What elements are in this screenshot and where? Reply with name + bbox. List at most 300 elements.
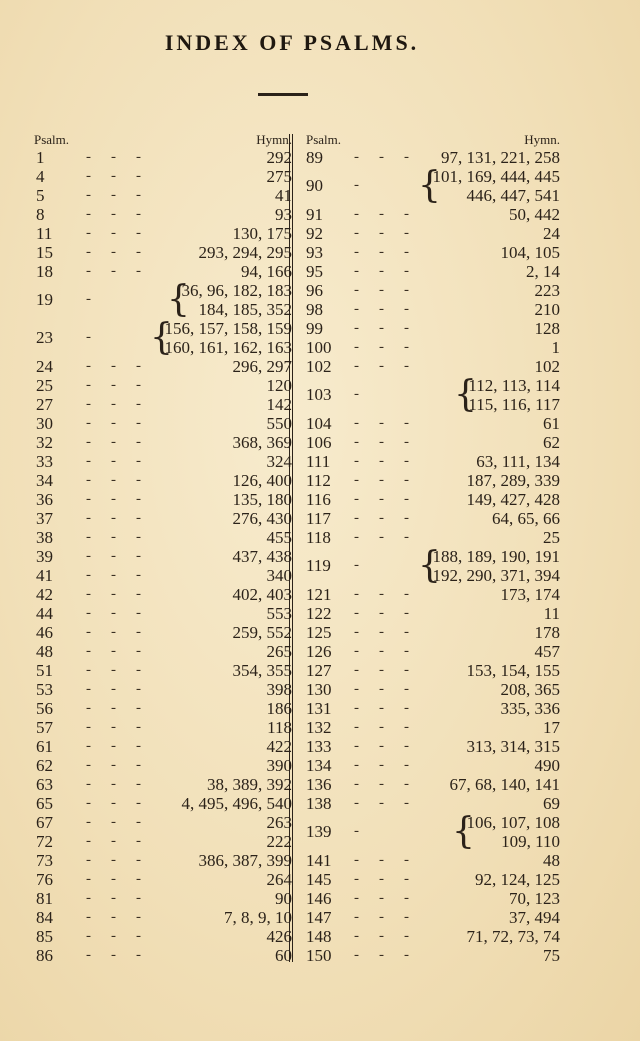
leader-dashes: - - - — [86, 605, 142, 621]
psalm-number: 133 — [306, 737, 332, 756]
psalm-number: 145 — [306, 870, 332, 889]
index-row — [30, 756, 292, 775]
hymn-numbers: 553 — [266, 604, 292, 623]
index-row — [30, 186, 292, 205]
index-row — [30, 281, 292, 319]
hymn-numbers: 112, 113, 114 — [468, 376, 560, 395]
hymn-numbers: 293, 294, 295 — [198, 243, 292, 262]
psalm-number: 48 — [36, 642, 53, 661]
leader-dashes: - - - — [354, 624, 410, 640]
index-row — [298, 718, 566, 737]
index-row — [30, 414, 292, 433]
leader-dashes: - - - — [354, 358, 410, 374]
brace-icon: { — [418, 165, 441, 206]
psalm-number: 5 — [36, 186, 45, 205]
index-row — [298, 927, 566, 946]
index-row — [298, 452, 566, 471]
index-row — [30, 528, 292, 547]
hymn-numbers: 71, 72, 73, 74 — [466, 927, 560, 946]
hymn-numbers: 390 — [266, 756, 292, 775]
leader-dashes: - - - — [354, 244, 410, 260]
right-column — [298, 132, 566, 965]
index-row — [298, 167, 566, 205]
leader-dashes: - - - — [86, 491, 142, 507]
index-row — [30, 908, 292, 927]
leader-dashes: - - - — [86, 548, 142, 564]
psalm-number: 112 — [306, 471, 331, 490]
index-row — [298, 205, 566, 224]
leader-dashes: - - - — [86, 149, 142, 165]
hymn-numbers: 60 — [275, 946, 292, 965]
psalm-number: 90 — [306, 176, 323, 195]
index-row — [30, 775, 292, 794]
page-title: INDEX OF PSALMS. — [164, 30, 420, 55]
leader-dashes: - - - — [86, 681, 142, 697]
psalm-number: 57 — [36, 718, 53, 737]
psalm-header: Psalm. — [306, 132, 342, 147]
psalm-number: 99 — [306, 319, 323, 338]
index-row — [30, 205, 292, 224]
index-row — [298, 281, 566, 300]
psalm-number: 147 — [306, 908, 332, 927]
psalm-number: 32 — [36, 433, 53, 452]
brace-icon: { — [167, 279, 190, 320]
leader-dashes: - - - — [354, 339, 410, 355]
title-rule — [258, 93, 308, 96]
index-row — [30, 357, 292, 376]
index-row — [298, 699, 566, 718]
psalm-number: 84 — [36, 908, 53, 927]
leader-dashes: - - - — [354, 795, 410, 811]
psalm-number: 146 — [306, 889, 332, 908]
leader-dashes: - - - — [86, 928, 142, 944]
index-row — [298, 490, 566, 509]
hymn-numbers: 93 — [275, 205, 292, 224]
index-row — [298, 471, 566, 490]
leader-dashes: - - - — [354, 643, 410, 659]
right-rows — [298, 148, 566, 965]
psalm-number: 11 — [36, 224, 53, 243]
index-row — [298, 224, 566, 243]
hymn-numbers: 17 — [543, 718, 560, 737]
psalm-number: 1 — [36, 148, 45, 167]
hymn-numbers: 48 — [543, 851, 560, 870]
hymn-numbers: 457 — [534, 642, 560, 661]
hymn-numbers-continued: 109, 110 — [501, 832, 560, 851]
hymn-numbers: 135, 180 — [232, 490, 292, 509]
psalm-number: 37 — [36, 509, 53, 528]
index-row — [298, 870, 566, 889]
hymn-numbers: 156, 157, 158, 159 — [164, 319, 292, 338]
leader-dashes: - - - — [354, 757, 410, 773]
psalm-number: 46 — [36, 623, 53, 642]
psalm-number: 19 — [36, 290, 53, 309]
leader-dashes: - - - — [354, 453, 410, 469]
leader-dashes: - — [354, 177, 360, 193]
index-row — [298, 737, 566, 756]
leader-dashes: - - - — [354, 472, 410, 488]
index-row — [298, 775, 566, 794]
leader-dashes: - - - — [86, 472, 142, 488]
leader-dashes: - - - — [86, 567, 142, 583]
left-rows — [30, 148, 292, 965]
psalm-number: 141 — [306, 851, 332, 870]
index-row — [298, 300, 566, 319]
leader-dashes: - - - — [354, 700, 410, 716]
leader-dashes: - - - — [354, 225, 410, 241]
hymn-numbers: 208, 365 — [500, 680, 560, 699]
hymn-numbers: 335, 336 — [500, 699, 560, 718]
index-row — [30, 661, 292, 680]
hymn-numbers: 426 — [266, 927, 292, 946]
leader-dashes: - - - — [354, 434, 410, 450]
leader-dashes: - - - — [86, 776, 142, 792]
leader-dashes: - - - — [354, 928, 410, 944]
hymn-numbers: 149, 427, 428 — [466, 490, 560, 509]
hymn-numbers: 1 — [551, 338, 560, 357]
leader-dashes: - — [86, 329, 92, 345]
psalm-number: 92 — [306, 224, 323, 243]
leader-dashes: - - - — [354, 415, 410, 431]
brace-icon: { — [454, 374, 477, 415]
psalm-number: 39 — [36, 547, 53, 566]
psalm-number: 100 — [306, 338, 332, 357]
leader-dashes: - - - — [86, 852, 142, 868]
hymn-numbers: 437, 438 — [232, 547, 292, 566]
index-row — [298, 376, 566, 414]
leader-dashes: - - - — [354, 206, 410, 222]
index-row — [298, 547, 566, 585]
hymn-numbers: 265 — [266, 642, 292, 661]
hymn-numbers: 128 — [534, 319, 560, 338]
hymn-numbers: 4, 495, 496, 540 — [181, 794, 292, 813]
psalm-number: 23 — [36, 328, 53, 347]
hymn-numbers: 63, 111, 134 — [476, 452, 560, 471]
psalm-number: 72 — [36, 832, 53, 851]
index-row — [30, 452, 292, 471]
index-row — [30, 167, 292, 186]
hymn-numbers-continued: 160, 161, 162, 163 — [164, 338, 292, 357]
psalm-number: 118 — [306, 528, 331, 547]
psalm-number: 73 — [36, 851, 53, 870]
index-row — [298, 756, 566, 775]
hymn-numbers: 368, 369 — [232, 433, 292, 452]
psalm-number: 81 — [36, 889, 53, 908]
index-row — [298, 794, 566, 813]
index-row — [298, 414, 566, 433]
leader-dashes: - - - — [354, 776, 410, 792]
psalm-number: 15 — [36, 243, 53, 262]
hymn-numbers: 120 — [266, 376, 292, 395]
hymn-numbers: 97, 131, 221, 258 — [441, 148, 560, 167]
hymn-numbers: 222 — [266, 832, 292, 851]
leader-dashes: - - - — [86, 415, 142, 431]
right-column-header — [298, 132, 566, 148]
psalm-number: 63 — [36, 775, 53, 794]
leader-dashes: - - - — [354, 681, 410, 697]
hymn-numbers: 118 — [267, 718, 292, 737]
psalm-number: 93 — [306, 243, 323, 262]
psalm-number: 136 — [306, 775, 332, 794]
index-row — [30, 585, 292, 604]
leader-dashes: - - - — [354, 263, 410, 279]
left-column — [30, 132, 292, 965]
index-row — [30, 794, 292, 813]
index-row — [30, 623, 292, 642]
index-row — [30, 243, 292, 262]
index-row — [298, 262, 566, 281]
leader-dashes: - - - — [354, 510, 410, 526]
hymn-numbers: 62 — [543, 433, 560, 452]
psalm-number: 30 — [36, 414, 53, 433]
leader-dashes: - - - — [86, 168, 142, 184]
psalm-number: 95 — [306, 262, 323, 281]
psalm-number: 53 — [36, 680, 53, 699]
leader-dashes: - - - — [354, 852, 410, 868]
leader-dashes: - - - — [86, 396, 142, 412]
leader-dashes: - - - — [86, 624, 142, 640]
index-row — [298, 357, 566, 376]
hymn-numbers-continued: 184, 185, 352 — [198, 300, 292, 319]
hymn-numbers: 188, 189, 190, 191 — [432, 547, 560, 566]
index-row — [30, 509, 292, 528]
hymn-header: Hymn. — [256, 132, 292, 147]
leader-dashes: - - - — [86, 434, 142, 450]
psalm-number: 65 — [36, 794, 53, 813]
psalm-number: 138 — [306, 794, 332, 813]
psalm-number: 117 — [306, 509, 331, 528]
psalm-number: 125 — [306, 623, 332, 642]
psalm-number: 4 — [36, 167, 45, 186]
leader-dashes: - - - — [354, 586, 410, 602]
psalm-number: 51 — [36, 661, 53, 680]
psalm-number: 34 — [36, 471, 53, 490]
leader-dashes: - - - — [86, 643, 142, 659]
psalm-number: 106 — [306, 433, 332, 452]
brace-icon: { — [418, 545, 441, 586]
leader-dashes: - - - — [86, 833, 142, 849]
leader-dashes: - - - — [354, 738, 410, 754]
hymn-numbers: 7, 8, 9, 10 — [224, 908, 292, 927]
leader-dashes: - - - — [354, 282, 410, 298]
psalm-number: 132 — [306, 718, 332, 737]
index-row — [298, 661, 566, 680]
brace-icon: { — [452, 811, 475, 852]
psalm-number: 116 — [306, 490, 331, 509]
index-row — [298, 946, 566, 965]
hymn-numbers: 38, 389, 392 — [207, 775, 292, 794]
hymn-numbers: 455 — [266, 528, 292, 547]
hymn-numbers: 178 — [534, 623, 560, 642]
hymn-numbers: 264 — [266, 870, 292, 889]
index-row — [30, 737, 292, 756]
leader-dashes: - - - — [354, 491, 410, 507]
leader-dashes: - - - — [86, 890, 142, 906]
left-column-header — [30, 132, 292, 148]
leader-dashes: - - - — [86, 187, 142, 203]
psalm-number: 111 — [306, 452, 331, 471]
hymn-numbers: 25 — [543, 528, 560, 547]
hymn-numbers: 67, 68, 140, 141 — [449, 775, 560, 794]
index-row — [30, 471, 292, 490]
leader-dashes: - - - — [86, 757, 142, 773]
hymn-numbers: 490 — [534, 756, 560, 775]
psalm-number: 119 — [306, 556, 331, 575]
leader-dashes: - - - — [354, 301, 410, 317]
leader-dashes: - - - — [354, 605, 410, 621]
hymn-numbers: 422 — [266, 737, 292, 756]
index-row — [298, 604, 566, 623]
psalm-number: 89 — [306, 148, 323, 167]
index-row — [298, 433, 566, 452]
leader-dashes: - - - — [86, 453, 142, 469]
psalm-number: 85 — [36, 927, 53, 946]
leader-dashes: - - - — [86, 510, 142, 526]
hymn-numbers: 223 — [534, 281, 560, 300]
hymn-numbers: 36, 96, 182, 183 — [181, 281, 292, 300]
leader-dashes: - - - — [354, 871, 410, 887]
psalm-number: 91 — [306, 205, 323, 224]
index-row — [298, 623, 566, 642]
hymn-numbers: 354, 355 — [232, 661, 292, 680]
psalm-number: 126 — [306, 642, 332, 661]
hymn-numbers: 37, 494 — [509, 908, 560, 927]
index-row — [298, 813, 566, 851]
leader-dashes: - - - — [86, 244, 142, 260]
index-row — [30, 718, 292, 737]
index-row — [30, 699, 292, 718]
hymn-numbers-continued: 192, 290, 371, 394 — [432, 566, 560, 585]
index-row — [30, 547, 292, 566]
index-row — [298, 851, 566, 870]
hymn-numbers: 24 — [543, 224, 560, 243]
psalm-header: Psalm. — [34, 132, 70, 147]
leader-dashes: - — [86, 291, 92, 307]
index-row — [298, 642, 566, 661]
leader-dashes: - - - — [354, 890, 410, 906]
hymn-numbers: 313, 314, 315 — [466, 737, 560, 756]
hymn-numbers-continued: 115, 116, 117 — [468, 395, 560, 414]
leader-dashes: - - - — [86, 377, 142, 393]
hymn-numbers: 61 — [543, 414, 560, 433]
index-row — [298, 908, 566, 927]
psalm-number: 42 — [36, 585, 53, 604]
hymn-numbers: 259, 552 — [232, 623, 292, 642]
psalm-number: 127 — [306, 661, 332, 680]
psalm-number: 139 — [306, 822, 332, 841]
leader-dashes: - - - — [354, 947, 410, 963]
hymn-numbers: 11 — [543, 604, 560, 623]
leader-dashes: - - - — [86, 586, 142, 602]
leader-dashes: - - - — [86, 358, 142, 374]
hymn-numbers: 104, 105 — [500, 243, 560, 262]
psalm-number: 25 — [36, 376, 53, 395]
hymn-numbers: 126, 400 — [232, 471, 292, 490]
psalm-number: 38 — [36, 528, 53, 547]
leader-dashes: - - - — [354, 719, 410, 735]
psalm-number: 24 — [36, 357, 53, 376]
index-row — [30, 870, 292, 889]
index-row — [30, 148, 292, 167]
index-row — [298, 243, 566, 262]
hymn-numbers: 324 — [266, 452, 292, 471]
psalm-number: 130 — [306, 680, 332, 699]
psalm-number: 41 — [36, 566, 53, 585]
psalm-number: 67 — [36, 813, 53, 832]
hymn-numbers: 398 — [266, 680, 292, 699]
index-row — [298, 509, 566, 528]
hymn-numbers: 402, 403 — [232, 585, 292, 604]
leader-dashes: - - - — [86, 947, 142, 963]
hymn-numbers: 340 — [266, 566, 292, 585]
hymn-numbers: 2, 14 — [526, 262, 560, 281]
leader-dashes: - - - — [354, 149, 410, 165]
psalm-number: 103 — [306, 385, 332, 404]
hymn-numbers: 292 — [266, 148, 292, 167]
leader-dashes: - - - — [86, 738, 142, 754]
hymn-numbers: 142 — [266, 395, 292, 414]
hymn-numbers: 102 — [534, 357, 560, 376]
hymn-numbers: 106, 107, 108 — [466, 813, 560, 832]
leader-dashes: - - - — [86, 263, 142, 279]
index-row — [30, 832, 292, 851]
psalm-number: 27 — [36, 395, 53, 414]
psalm-number: 134 — [306, 756, 332, 775]
hymn-numbers: 296, 297 — [232, 357, 292, 376]
index-row — [30, 642, 292, 661]
index-row — [30, 889, 292, 908]
index-row — [30, 946, 292, 965]
leader-dashes: - - - — [86, 700, 142, 716]
psalm-number: 148 — [306, 927, 332, 946]
psalm-number: 98 — [306, 300, 323, 319]
index-row — [30, 490, 292, 509]
hymn-numbers: 64, 65, 66 — [492, 509, 560, 528]
hymn-numbers-continued: 446, 447, 541 — [466, 186, 560, 205]
hymn-numbers: 173, 174 — [500, 585, 560, 604]
leader-dashes: - - - — [86, 909, 142, 925]
psalm-number: 121 — [306, 585, 332, 604]
leader-dashes: - - - — [86, 795, 142, 811]
index-row — [30, 851, 292, 870]
psalm-number: 150 — [306, 946, 332, 965]
index-row — [30, 680, 292, 699]
index-row — [30, 566, 292, 585]
leader-dashes: - - - — [86, 871, 142, 887]
psalm-number: 96 — [306, 281, 323, 300]
brace-icon: { — [150, 317, 173, 358]
leader-dashes: - - - — [354, 320, 410, 336]
psalm-number: 33 — [36, 452, 53, 471]
psalm-number: 8 — [36, 205, 45, 224]
index-row — [298, 338, 566, 357]
psalm-number: 18 — [36, 262, 53, 281]
hymn-numbers: 41 — [275, 186, 292, 205]
index-row — [298, 319, 566, 338]
hymn-header: Hymn. — [524, 132, 560, 147]
hymn-numbers: 70, 123 — [509, 889, 560, 908]
leader-dashes: - - - — [354, 909, 410, 925]
psalm-number: 122 — [306, 604, 332, 623]
index-row — [30, 319, 292, 357]
hymn-numbers: 69 — [543, 794, 560, 813]
psalm-number: 36 — [36, 490, 53, 509]
hymn-numbers: 263 — [266, 813, 292, 832]
leader-dashes: - — [354, 386, 360, 402]
hymn-numbers: 90 — [275, 889, 292, 908]
hymn-numbers: 153, 154, 155 — [466, 661, 560, 680]
psalm-number: 44 — [36, 604, 53, 623]
